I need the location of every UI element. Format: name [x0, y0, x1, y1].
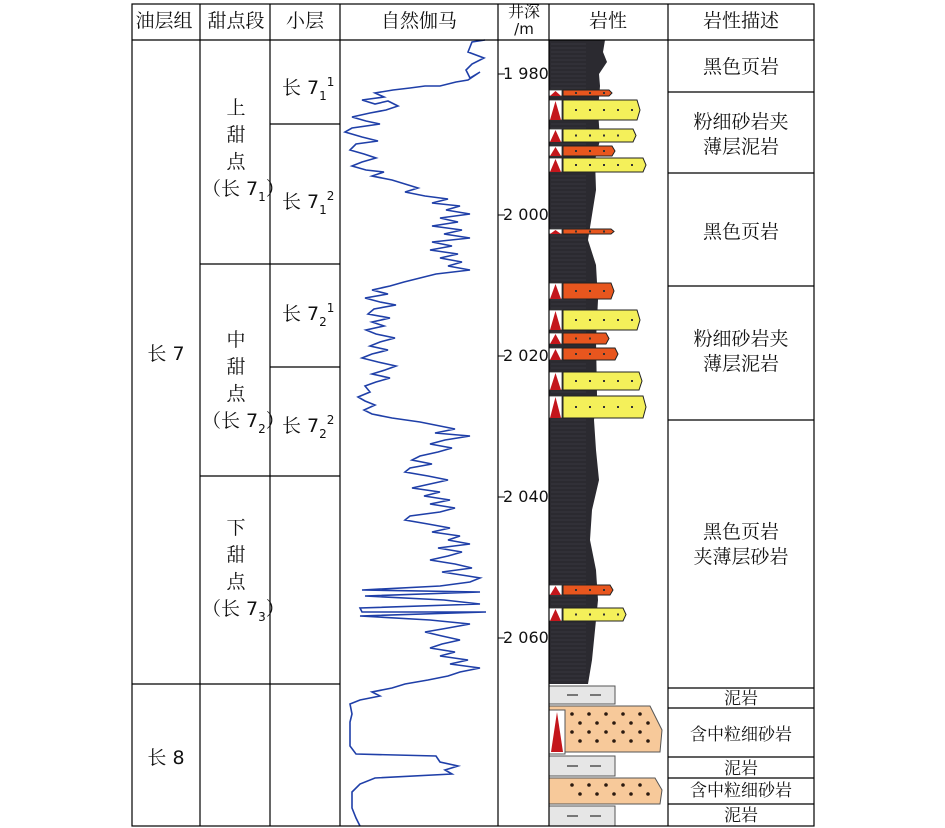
sweet-spot-paren-label: （长 $7_2$）: [202, 410, 285, 436]
header-sublayer: 小层: [285, 10, 325, 32]
sweet-spot-paren-label: （长 $7_1$）: [202, 178, 285, 204]
depth-tick-label: 2 000: [503, 205, 549, 224]
sweet-spot-label-line: 点: [226, 151, 246, 173]
sweet-spot-label-line: 甜: [226, 124, 246, 146]
description-line: 黑色页岩: [702, 56, 780, 78]
description-line: 粉细砂岩夹: [693, 111, 789, 133]
coarse-sand-bed: [549, 778, 662, 804]
sand-bed: [563, 310, 640, 330]
description-line: 泥岩: [724, 806, 758, 826]
header-gamma: 自然伽马: [380, 10, 458, 32]
formation-chang7: 长 7: [147, 343, 185, 365]
sweet-spot-label-line: 上: [226, 97, 246, 119]
description-line: 薄层泥岩: [702, 136, 780, 158]
mudstone-bed: [549, 756, 615, 776]
sand-bed: [563, 585, 613, 595]
sweet-spot-label-line: 中: [226, 329, 246, 351]
sweet-spot-label-line: 甜: [226, 544, 246, 566]
description-line: 夹薄层砂岩: [693, 546, 789, 568]
sweet-spot-label-line: 点: [226, 383, 246, 405]
description-line: 粉细砂岩夹: [693, 328, 789, 350]
sand-bed: [563, 229, 614, 234]
depth-tick-label: 2 040: [503, 487, 549, 506]
sand-bed: [563, 333, 609, 344]
depth-tick-label: 1 980: [503, 64, 549, 83]
mudstone-bed: [549, 806, 615, 826]
sand-bed: [563, 608, 626, 621]
description-line: 黑色页岩: [702, 221, 780, 243]
sublayer-label: 长 $7_1^1$: [282, 75, 335, 103]
description-line: 泥岩: [724, 689, 758, 709]
depth-tick-label: 2 060: [503, 628, 549, 647]
sweet-spot-label-line: 下: [226, 517, 246, 539]
description-line: 含中粒细砂岩: [690, 781, 792, 801]
description-line: 泥岩: [724, 759, 758, 779]
header-formation: 油层组: [135, 10, 193, 32]
description-line: 黑色页岩: [702, 521, 780, 543]
header-depth-line1: 井深: [507, 2, 541, 21]
sweet-spot-label-line: 甜: [226, 356, 246, 378]
sand-bed: [563, 129, 636, 142]
description-line: 含中粒细砂岩: [690, 725, 792, 745]
sublayer-label: 长 $7_2^2$: [282, 413, 335, 441]
sweet-spot-paren-label: （长 $7_3$）: [202, 598, 285, 624]
header-description: 岩性描述: [702, 10, 780, 32]
header-sweet-spot: 甜点段: [207, 10, 265, 32]
sand-bed: [563, 372, 642, 390]
header-lithology: 岩性: [588, 10, 628, 32]
formation-chang8: 长 8: [147, 747, 185, 769]
sublayer-label: 长 $7_1^2$: [282, 189, 335, 217]
description-line: 薄层泥岩: [702, 353, 780, 375]
sublayer-label: 长 $7_2^1$: [282, 301, 335, 329]
depth-tick-label: 2 020: [503, 346, 549, 365]
sand-bed: [563, 100, 640, 120]
mudstone-bed: [549, 686, 615, 704]
sweet-spot-label-line: 点: [226, 571, 246, 593]
sand-bed: [563, 283, 614, 299]
header-depth-line2: /m: [514, 20, 534, 38]
